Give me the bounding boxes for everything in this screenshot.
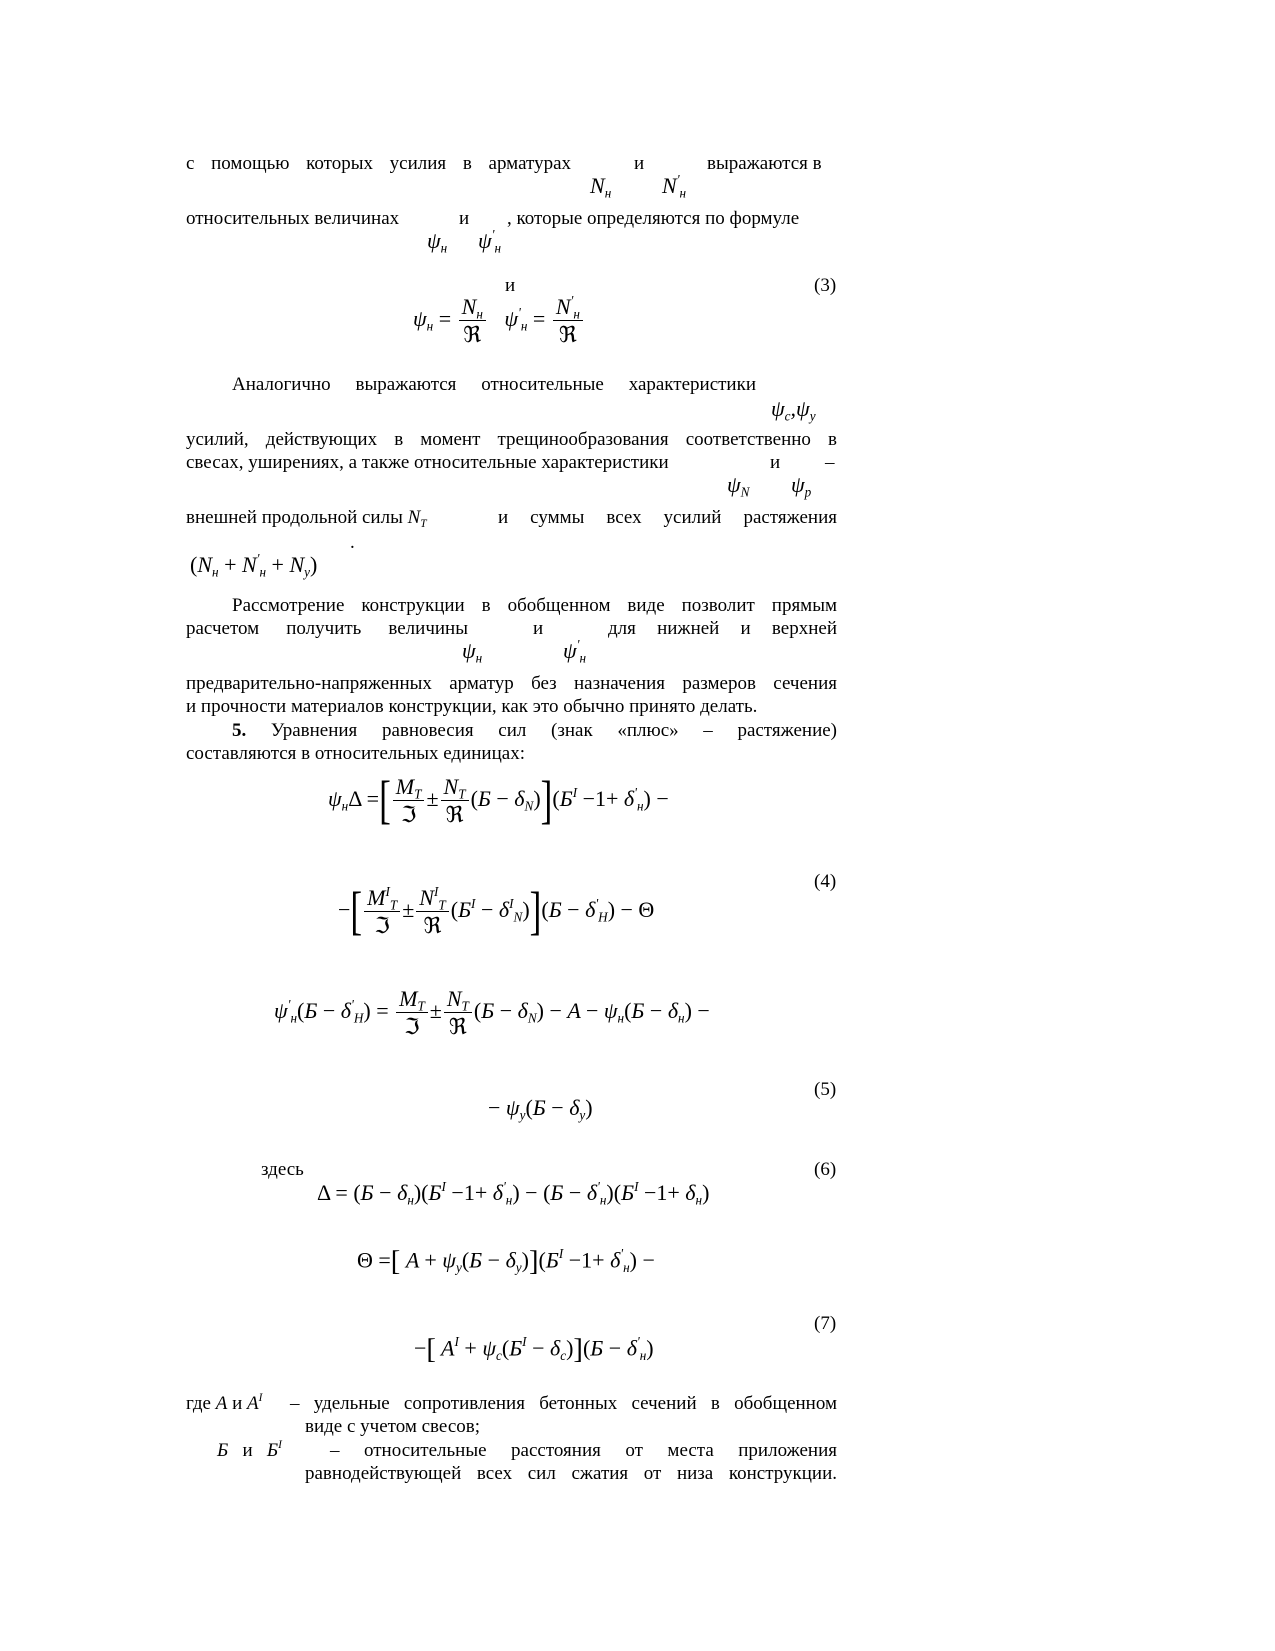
eq6-number: (6): [814, 1159, 837, 1180]
definition-2-continuation: равнодействующей всех сил сжатия от низа конструкции.: [305, 1463, 837, 1484]
symbol-n-h: $N_н$: [590, 173, 612, 201]
symbol-psi-c-psi-y: $\psi_c,\psi_y$: [771, 396, 816, 424]
definition-1-continuation: виде с учетом свесов;: [305, 1416, 481, 1437]
paragraph-2-line-1: Аналогично выражаются относительные характеристики: [232, 374, 756, 395]
definition-2-text: – относительные расстояния от места приложения: [330, 1440, 837, 1461]
eq5-number: (5): [814, 1079, 837, 1100]
symbol-psi-n: $\psi_N$: [727, 472, 750, 500]
paragraph-2-line-3-and: и: [770, 452, 781, 473]
equation-4-line-1: $\psi_н\Delta$ =[ $\frac{M_T}{\text{ℑ}}$ ± $\frac{N_T}{\text{ℜ}}$ $(Б - \delta_N)](Б^I -1+ \delta'_н)$ −: [328, 771, 669, 831]
expression-sum-forces: $(N_н + N'_н + N_y)$: [190, 550, 318, 580]
paragraph-4-line-1: 5. Уравнения равновесия сил (знак «плюс» – растяжение): [232, 720, 838, 741]
paragraph-2-line-3-dash: –: [825, 452, 835, 473]
text-line-1-end: выражаются в: [707, 153, 822, 174]
text-line-2-and: и: [459, 208, 470, 229]
symbol-nt: $N_T$: [407, 507, 427, 530]
equation-6: $\Delta = (Б - \delta_н)(Б^I -1+ \delta'_н) - (Б - \delta'_н)(Б^I -1+ \delta_н)$: [317, 1178, 710, 1208]
paragraph-3-line-2-end: для нижней и верхней: [608, 618, 837, 639]
symbol-psi-p: $\psi_p$: [791, 472, 812, 500]
symbol-n-h-prime: $N'_н$: [662, 171, 687, 201]
text-line-2-end: , которые определяются по формуле: [507, 208, 800, 229]
paragraph-3-line-3: предварительно-напряженных арматур без назначения размеров сечения: [186, 673, 837, 694]
paragraph-3-line-1: Рассмотрение конструкции в обобщенном виде позволит прямым: [232, 595, 837, 616]
paragraph-3-line-2-and: и: [533, 618, 544, 639]
equation-7-line-2: −[ $A^I + \psi_c(Б^I - \delta_c)](Б - \delta'_н)$: [414, 1334, 654, 1365]
zdes-label: здесь: [261, 1159, 304, 1180]
equation-4-line-2: −[ $\frac{M^I_T}{\text{ℑ}}$ ± $\frac{N^I_T}{\text{ℜ}}$ $(Б^I - \delta^I_N)](Б - \delta'_H) - \Theta$: [338, 882, 655, 942]
paragraph-3-line-4: и прочности материалов конструкции, как это обычно принято делать.: [186, 696, 758, 717]
eq7-number: (7): [814, 1313, 837, 1334]
paragraph-4-line-2: составляются в относительных единицах:: [186, 743, 525, 764]
symbol-psi-h: $\psi_н$: [427, 228, 448, 256]
definition-1-term: где А и $А^I$: [186, 1392, 263, 1414]
eq3-and: и: [505, 275, 516, 296]
paragraph-2-line-4: внешней продольной силы $N_T$: [186, 507, 427, 530]
symbol-psi-h-prime-2: $\psi'_н$: [563, 636, 587, 666]
paragraph-2-dot: .: [350, 532, 355, 553]
section-number: 5.: [232, 720, 247, 741]
equation-7-line-1: Θ =[ $A + \psi_y(Б - \delta_y)](Б^I -1+ \delta'_н)$ −: [357, 1246, 655, 1277]
paragraph-2-line-2: усилий, действующих в момент трещинообразования соответственно в: [186, 429, 837, 450]
paragraph-2-line-4-end: и суммы всех усилий растяжения: [498, 507, 837, 528]
paragraph-3-line-2: расчетом получить величины: [186, 618, 468, 639]
definition-2-term: Б и $Б^I$: [217, 1439, 282, 1461]
equation-5-line-1: $\psi'_н(Б - \delta'_H)$ = $\frac{M_T}{\text{ℑ}}$ ± $\frac{N_T}{\text{ℜ}}$ $(Б - \delta_N) - A - \psi_н(Б - \delta_н)$ −: [274, 986, 710, 1039]
text-line-2: относительных величинах: [186, 208, 400, 229]
symbol-psi-h-prime: $\psi'_н$: [478, 226, 502, 256]
eq3-number: (3): [814, 275, 837, 296]
paragraph-2-line-3: свесах, уширениях, а также относительные характеристики: [186, 452, 669, 473]
equation-5-line-2: − $\psi_y(Б - \delta_y)$: [488, 1095, 593, 1123]
equation-3: $\psi_н$ = $\frac{N_н}{\text{ℜ}}$ $\psi'_н$ = $\frac{N'_н}{\text{ℜ}}$: [413, 296, 585, 346]
text-line-1-and: и: [634, 153, 645, 174]
definition-1-text: – удельные сопротивления бетонных сечений в обобщенном: [290, 1393, 837, 1414]
symbol-psi-h-2: $\psi_н$: [462, 638, 483, 666]
eq4-number: (4): [814, 871, 837, 892]
text-line-1: с помощью которых усилия в арматурах: [186, 153, 571, 174]
